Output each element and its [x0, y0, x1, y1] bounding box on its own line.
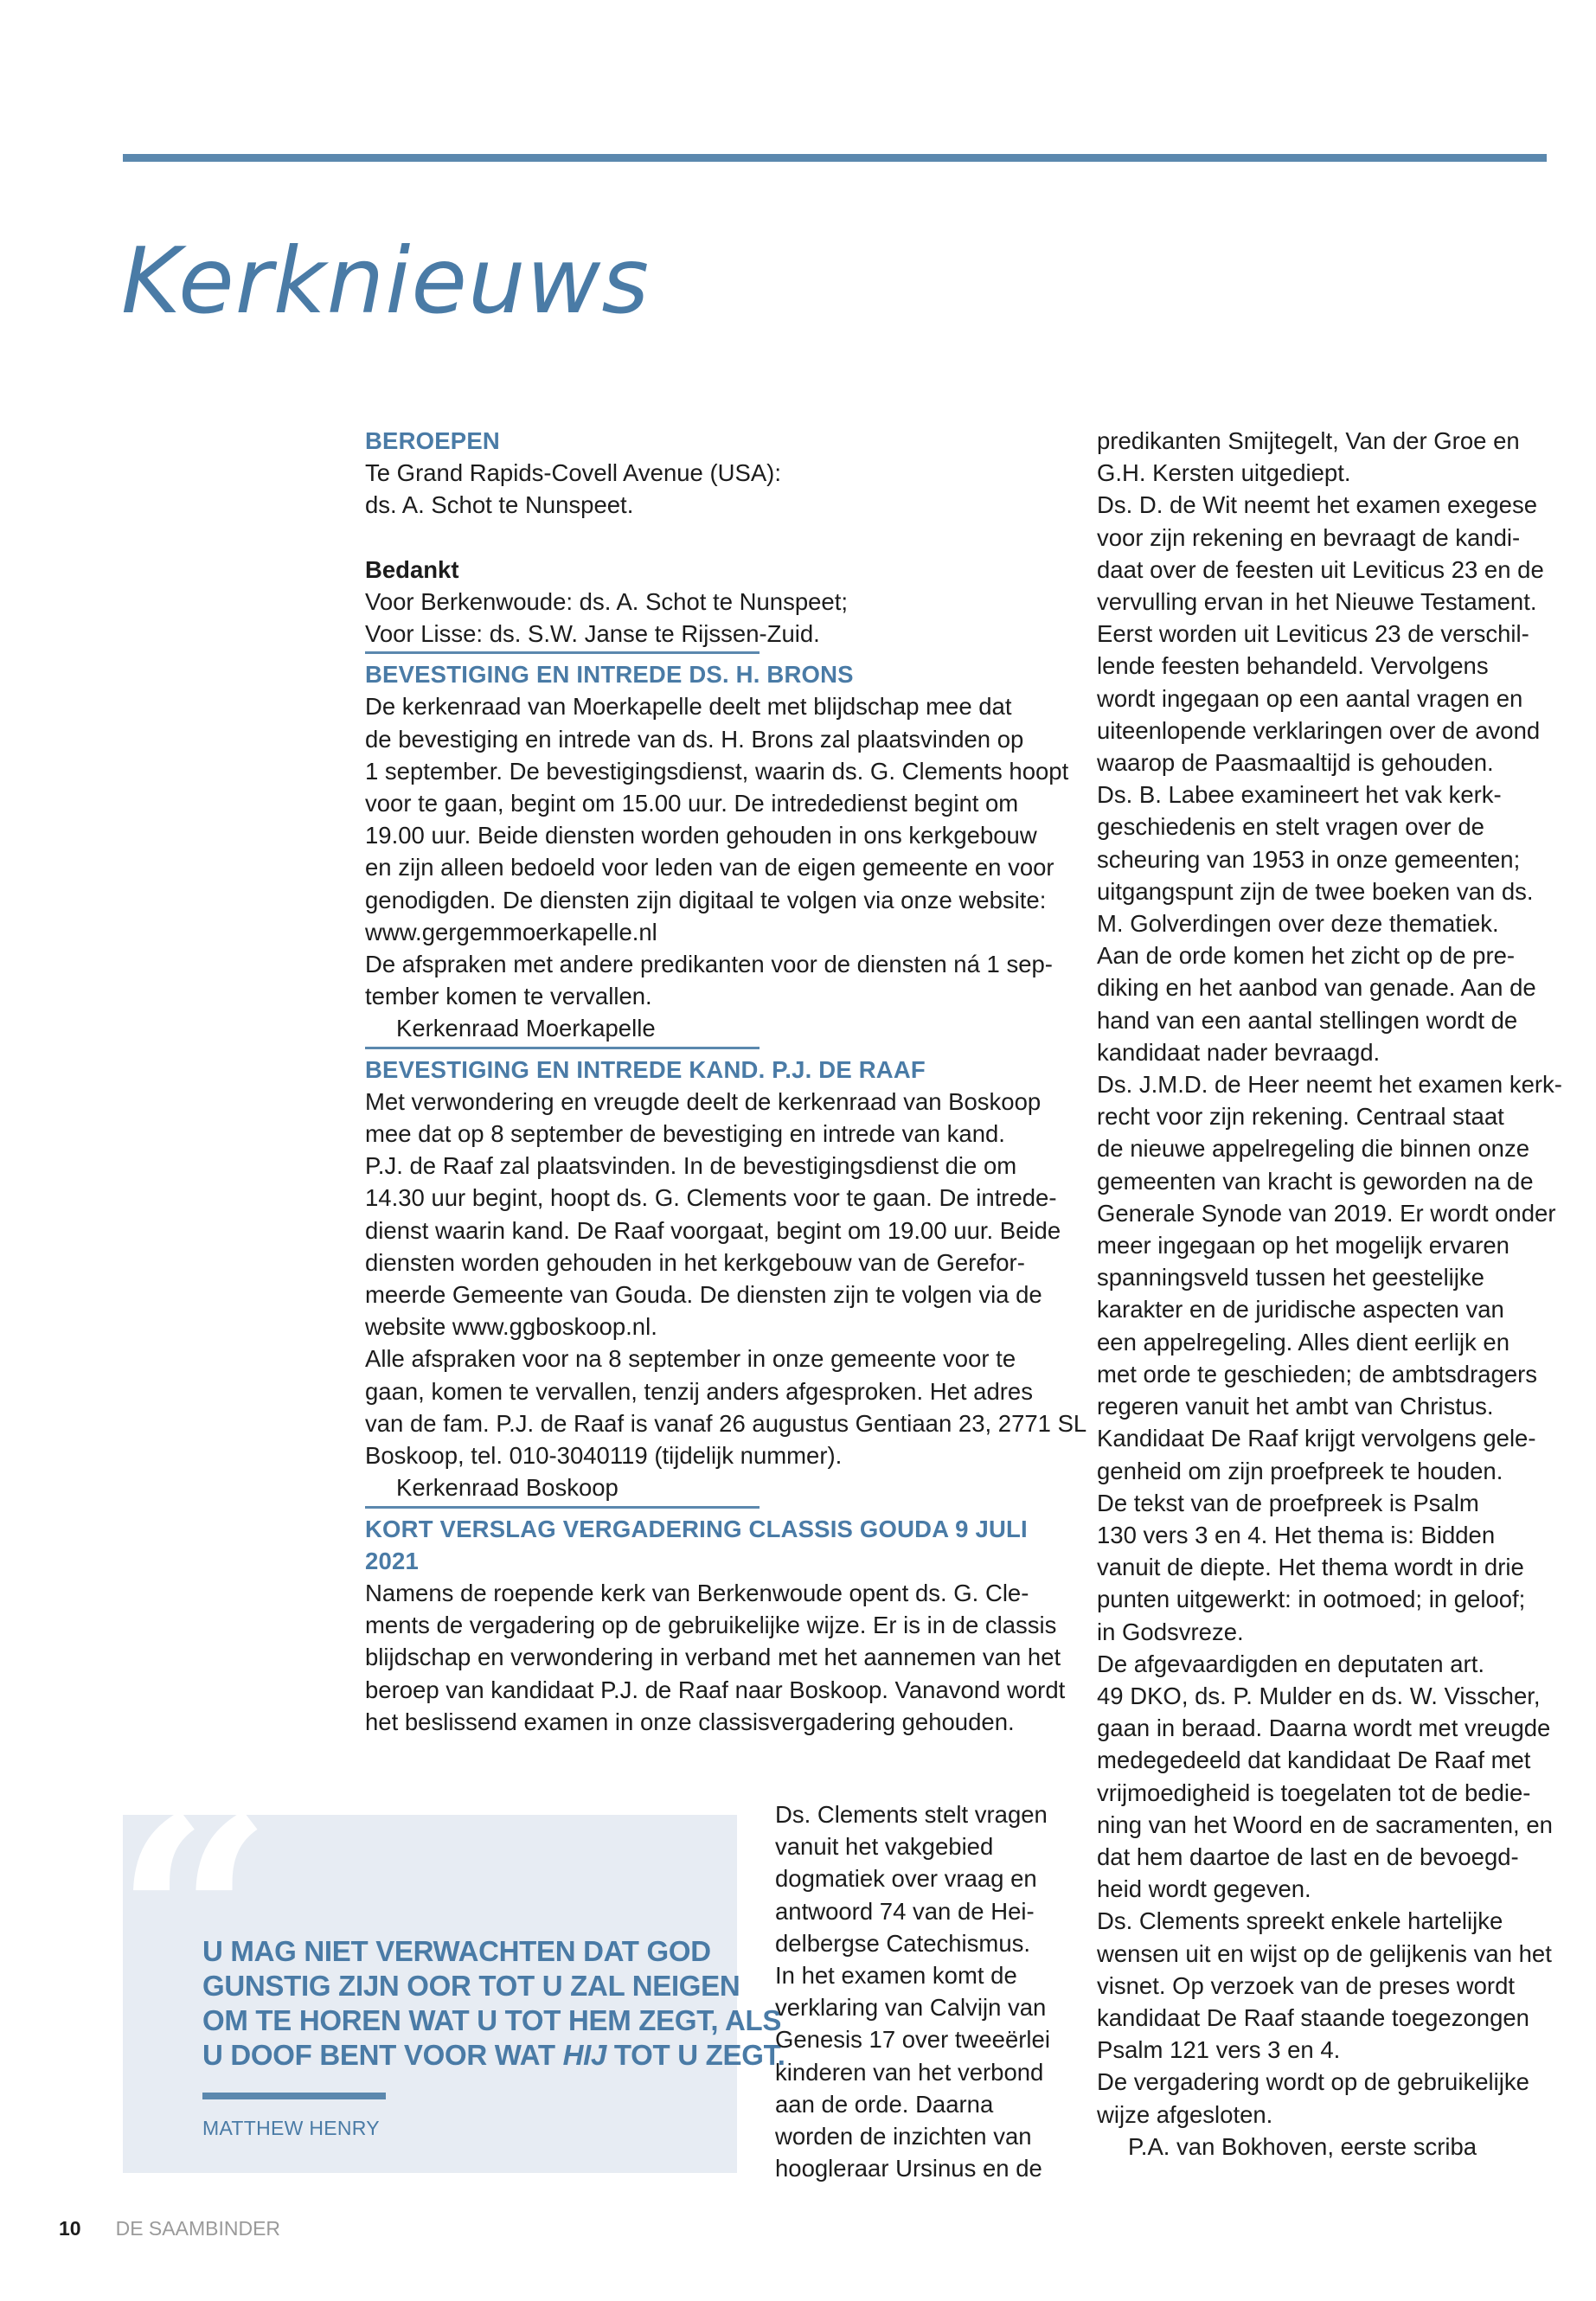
text-line: punten uitgewerkt: in ootmoed; in geloof; — [1097, 1586, 1526, 1613]
text-line: vrijmoedigheid is toegelaten tot de bedie- — [1097, 1779, 1531, 1806]
section-heading-beroepen: BEROEPEN — [365, 427, 500, 454]
quote-line: OM TE HOREN WAT U TOT HEM ZEGT, ALS — [202, 2004, 782, 2036]
text-line: kandidaat De Raaf staande toegezongen — [1097, 2003, 1529, 2031]
quote-emphasis: HIJ — [562, 2039, 607, 2071]
text-line: in Godsvreze. — [1097, 1618, 1244, 1645]
text-line: Ds. Clements spreekt enkele hartelijke — [1097, 1907, 1503, 1935]
text-line: uiteenlopende verklaringen over de avond — [1097, 716, 1541, 744]
text-line: kinderen van het verbond — [775, 2058, 1044, 2086]
text-line: dogmatiek over vraag en — [775, 1865, 1037, 1893]
pullquote-text — [202, 1934, 785, 2073]
text-line: mee dat op 8 september de bevestiging en intrede van kand. — [365, 1120, 1005, 1148]
text-line: een appelregeling. Alles dient eerlijk en — [1097, 1328, 1509, 1356]
text-line: dienst waarin kand. De Raaf voorgaat, begint om 19.00 uur. Beide — [365, 1216, 1061, 1244]
text-line: ning van het Woord en de sacramenten, en — [1097, 1811, 1553, 1838]
text-line: Generale Synode van 2019. Er wordt onder — [1097, 1199, 1556, 1227]
signature: Kerkenraad Boskoop — [396, 1474, 619, 1502]
text-line: 19.00 uur. Beide diensten worden gehouden in ons kerkgebouw — [365, 822, 1037, 849]
text-line: kandidaat nader bevraagd. — [1097, 1038, 1381, 1066]
text-line: website www.ggboskoop.nl. — [365, 1313, 657, 1341]
text-line: ds. A. Schot te Nunspeet. — [365, 491, 634, 519]
text-line: diking en het aanbod van genade. Aan de — [1097, 974, 1536, 1002]
quote-line: GUNSTIG ZIJN OOR TOT U ZAL NEIGEN — [202, 1970, 740, 2002]
publication-name: DE SAAMBINDER — [115, 2217, 281, 2240]
section-heading-raaf: BEVESTIGING EN INTREDE KAND. P.J. DE RAAF — [365, 1055, 926, 1083]
text-line: dat hem daartoe de last en de bevoegd- — [1097, 1843, 1519, 1870]
text-line: Ds. D. de Wit neemt het examen exegese — [1097, 491, 1537, 519]
text-line: Voor Berkenwoude: ds. A. Schot te Nunspeet; — [365, 587, 848, 615]
text-line: daat over de feesten uit Leviticus 23 en de — [1097, 555, 1544, 583]
classis-continued — [1097, 425, 1562, 2131]
quote-line: U MAG NIET VERWACHTEN DAT GOD — [202, 1935, 711, 1967]
section-divider — [365, 1047, 760, 1049]
text-line: Psalm 121 vers 3 en 4. — [1097, 2036, 1341, 2064]
text-line: met orde te geschieden; de ambtsdragers — [1097, 1360, 1538, 1388]
text-line: De afgevaardigden en deputaten art. — [1097, 1650, 1484, 1677]
text-line: Alle afspraken voor na 8 september in onze gemeente voor te — [365, 1345, 1016, 1373]
text-line: wijze afgesloten. — [1097, 2100, 1273, 2128]
text-line: lende feesten behandeld. Vervolgens — [1097, 652, 1489, 680]
text-line: recht voor zijn rekening. Centraal staat — [1097, 1103, 1504, 1131]
text-line: wensen uit en wijst op de gelijkenis van het — [1097, 1939, 1552, 1967]
text-line: Ds. B. Labee examineert het vak kerk- — [1097, 781, 1502, 809]
text-line: www.gergemmoerkapelle.nl — [365, 918, 657, 945]
text-line: Met verwondering en vreugde deelt de kerkenraad van Boskoop — [365, 1087, 1042, 1115]
text-line: hand van een aantal stellingen wordt de — [1097, 1006, 1518, 1034]
text-line: 14.30 uur begint, hoopt ds. G. Clements voor te gaan. De intrede- — [365, 1184, 1057, 1212]
text-line: van de fam. P.J. de Raaf is vanaf 26 augustus Gentiaan 23, 2771 SL — [365, 1409, 1087, 1437]
text-line: genodigden. De diensten zijn digitaal te volgen via onze website: — [365, 886, 1047, 913]
raaf-body — [365, 1086, 1087, 1471]
text-line: Eerst worden uit Leviticus 23 de verschil- — [1097, 620, 1529, 648]
text-line: M. Golverdingen over deze thematiek. — [1097, 910, 1499, 938]
quote-mark-icon: “ — [114, 1758, 274, 2082]
text-line: 130 vers 3 en 4. Het thema is: Bidden — [1097, 1521, 1496, 1548]
page-title: Kerknieuws — [121, 228, 651, 334]
text-line: ments de vergadering op de gebruikelijke wijze. Er is in de classis — [365, 1612, 1057, 1639]
text-line: Namens de roepende kerk van Berkenwoude opent ds. G. Cle- — [365, 1579, 1029, 1606]
text-line: 1 september. De bevestigingsdienst, waarin ds. G. Clements hoopt — [365, 757, 1069, 785]
text-line: antwoord 74 van de Hei- — [775, 1897, 1035, 1925]
text-line: gaan, komen te vervallen, tenzij anders afgesproken. Het adres — [365, 1377, 1033, 1405]
text-line: voor te gaan, begint om 15.00 uur. De intrededienst begint om — [365, 790, 1019, 817]
text-line: uitgangspunt zijn de twee boeken van ds. — [1097, 877, 1534, 905]
text-line: voor zijn rekening en bevraagt de kandi- — [1097, 523, 1521, 551]
text-line: vanuit de diepte. Het thema wordt in drie — [1097, 1554, 1524, 1581]
text-line: de bevestiging en intrede van ds. H. Brons zal plaatsvinden op — [365, 725, 1024, 753]
text-line: De afspraken met andere predikanten voor de diensten ná 1 sep- — [365, 951, 1053, 978]
column-left — [365, 425, 1087, 1738]
text-line: meer ingegaan op het mogelijk ervaren — [1097, 1232, 1509, 1259]
text-line: gemeenten van kracht is geworden na de — [1097, 1167, 1534, 1195]
text-line: De tekst van de proefpreek is Psalm — [1097, 1489, 1479, 1516]
text-line: vervulling ervan in het Nieuwe Testament. — [1097, 588, 1537, 616]
section-heading-classis: KORT VERSLAG VERGADERING CLASSIS GOUDA 9 JULI 2021 — [365, 1515, 1028, 1574]
text-line: predikanten Smijtegelt, Van der Groe en — [1097, 427, 1520, 454]
top-rule — [123, 154, 1547, 162]
section-divider — [365, 651, 760, 654]
signature: P.A. van Bokhoven, eerste scriba — [1128, 2132, 1477, 2160]
text-line: worden de inzichten van — [775, 2123, 1032, 2150]
text-line: en zijn alleen bedoeld voor leden van de eigen gemeente en voor — [365, 854, 1054, 881]
text-line: Ds. J.M.D. de Heer neemt het examen kerk- — [1097, 1071, 1562, 1099]
text-line: delbergse Catechismus. — [775, 1929, 1031, 1957]
text-line: Te Grand Rapids-Covell Avenue (USA): — [365, 459, 781, 487]
text-line: diensten worden gehouden in het kerkgebouw van de Gerefor- — [365, 1248, 1025, 1276]
text-line: Aan de orde komen het zicht op de pre- — [1097, 942, 1516, 970]
text-line: karakter en de juridische aspecten van — [1097, 1296, 1504, 1324]
text-line: de nieuwe appelregeling die binnen onze — [1097, 1135, 1529, 1163]
text-line: blijdschap en verwondering in verband met het aannemen van het — [365, 1644, 1061, 1671]
text-line: spanningsveld tussen het geestelijke — [1097, 1264, 1484, 1292]
text-line: Genesis 17 over tweeërlei — [775, 2026, 1050, 2054]
page-footer — [59, 2217, 280, 2240]
quote-rule — [202, 2093, 386, 2099]
text-line: De vergadering wordt op de gebruikelijke — [1097, 2068, 1529, 2096]
text-line: In het examen komt de — [775, 1962, 1017, 1990]
text-line: meerde Gemeente van Gouda. De diensten zijn te volgen via de — [365, 1281, 1042, 1309]
text-line: De kerkenraad van Moerkapelle deelt met blijdschap mee dat — [365, 693, 1012, 721]
text-line: tember komen te vervallen. — [365, 983, 652, 1010]
brons-body — [365, 690, 1069, 1012]
text-line: genheid om zijn proefpreek te houden. — [1097, 1457, 1503, 1484]
text-line: G.H. Kersten uitgediept. — [1097, 459, 1351, 487]
signature: Kerkenraad Moerkapelle — [396, 1015, 656, 1042]
text-line: aan de orde. Daarna — [775, 2090, 994, 2118]
text-line: medegedeeld dat kandidaat De Raaf met — [1097, 1747, 1531, 1774]
text-line: het beslissend examen in onze classisvergadering gehouden. — [365, 1708, 1015, 1735]
quote-author: MATTHEW HENRY — [202, 2117, 380, 2139]
text-line: scheuring van 1953 in onze gemeenten; — [1097, 845, 1521, 873]
text-line: waarop de Paasmaaltijd is gehouden. — [1097, 749, 1494, 777]
text-line: regeren vanuit het ambt van Christus. — [1097, 1393, 1494, 1420]
text-line: Boskoop, tel. 010-3040119 (tijdelijk nummer). — [365, 1442, 843, 1470]
text-line: hoogleraar Ursinus en de — [775, 2155, 1042, 2182]
text-line: wordt ingegaan op een aantal vragen en — [1097, 684, 1523, 712]
column-narrow — [775, 1798, 1052, 2184]
text-line: P.J. de Raaf zal plaatsvinden. In de bevestigingsdienst die om — [365, 1152, 1017, 1180]
text-line: geschiedenis en stelt vragen over de — [1097, 813, 1484, 841]
text-line: vanuit het vakgebied — [775, 1833, 994, 1861]
text-line: Voor Lisse: ds. S.W. Janse te Rijssen-Zuid. — [365, 620, 820, 648]
subheading-bedankt: Bedankt — [365, 555, 459, 583]
text-line: Kandidaat De Raaf krijgt vervolgens gele- — [1097, 1425, 1536, 1452]
text-line: verklaring van Calvijn van — [775, 1994, 1047, 2022]
text-line: gaan in beraad. Daarna wordt met vreugde — [1097, 1715, 1551, 1742]
text-line: visnet. Op verzoek van de preses wordt — [1097, 1971, 1516, 1999]
quote-line: U DOOF BENT VOOR WAT HIJ TOT U ZEGT. — [202, 2039, 785, 2071]
section-divider — [365, 1506, 760, 1509]
page-number: 10 — [59, 2217, 81, 2240]
text-line: Ds. Clements stelt vragen — [775, 1801, 1048, 1828]
text-line: beroep van kandidaat P.J. de Raaf naar Boskoop. Vanavond wordt — [365, 1676, 1066, 1703]
classis-body — [365, 1577, 1066, 1738]
text-line: 49 DKO, ds. P. Mulder en ds. W. Visscher, — [1097, 1682, 1541, 1709]
column-right — [1097, 425, 1562, 2163]
text-line: heid wordt gegeven. — [1097, 1875, 1311, 1903]
section-heading-brons: BEVESTIGING EN INTREDE DS. H. BRONS — [365, 661, 854, 689]
